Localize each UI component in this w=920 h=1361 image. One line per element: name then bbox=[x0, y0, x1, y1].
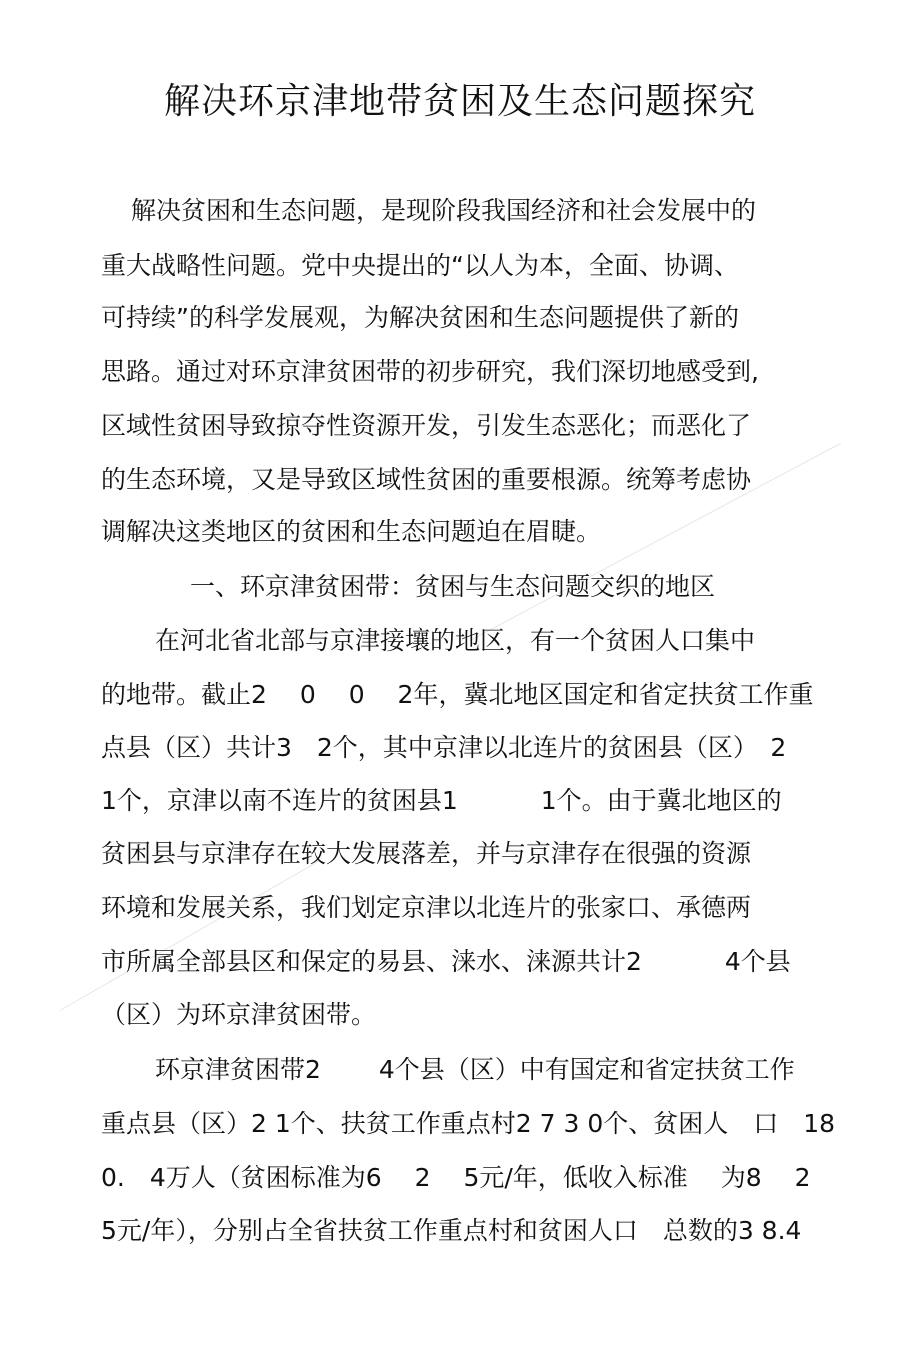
paragraph2-line: 的地带。截止2 0 0 2年，冀北地区国定和省定扶贫工作重 bbox=[101, 680, 814, 709]
paragraph3-line: 5元/年），分别占全省扶贫工作重点村和贫困人口 总数的3 8.4 bbox=[101, 1216, 802, 1245]
paragraph3-line: 重点县（区）2 1个、扶贫工作重点村2 7 3 0个、贫困人 口 18 bbox=[101, 1109, 836, 1138]
paragraph2-line: （区）为环京津贫困带。 bbox=[101, 1000, 377, 1029]
paragraph1-line: 的生态环境，又是导致区域性贫困的重要根源。统筹考虑协 bbox=[101, 465, 752, 494]
paragraph1-line: 调解决这类地区的贫困和生态问题迫在眉睫。 bbox=[101, 517, 602, 546]
paragraph2-line: 环境和发展关系，我们划定京津以北连片的张家口、承德两 bbox=[101, 893, 752, 922]
paragraph3-line: 0. 4万人（贫困标准为6 2 5元/年，低收入标准 为8 2 bbox=[101, 1163, 811, 1192]
paragraph2-line: 市所属全部县区和保定的易县、涞水、涞源共计2 4个县 bbox=[101, 947, 791, 976]
paragraph2-line: 在河北省北部与京津接壤的地区，有一个贫困人口集中 bbox=[155, 626, 756, 655]
paragraph1-line: 可持续”的科学发展观，为解决贫困和生态问题提供了新的 bbox=[101, 303, 739, 332]
paragraph2-line: 点县（区）共计3 2个，其中京津以北连片的贫困县（区） 2 bbox=[101, 733, 787, 762]
watermark-stroke bbox=[60, 860, 320, 1011]
paragraph1-line: 区域性贫困导致掠夺性资源开发，引发生态恶化；而恶化了 bbox=[101, 411, 752, 440]
paragraph1-line: 重大战略性问题。党中央提出的“以人为本，全面、协调、 bbox=[101, 251, 739, 280]
paragraph1-line: 解决贫困和生态问题，是现阶段我国经济和社会发展中的 bbox=[131, 196, 757, 225]
section-heading: 一、环京津贫困带：贫困与生态问题交织的地区 bbox=[190, 572, 716, 601]
paragraph2-line: 1个，京津以南不连片的贫困县1 1个。由于冀北地区的 bbox=[101, 786, 782, 815]
paragraph3-line: 环京津贫困带2 4个县（区）中有国定和省定扶贫工作 bbox=[155, 1055, 795, 1084]
document-title: 解决环京津地带贫困及生态问题探究 bbox=[163, 81, 756, 122]
paragraph2-line: 贫困县与京津存在较大发展落差，并与京津存在很强的资源 bbox=[101, 839, 752, 868]
paragraph1-line: 思路。通过对环京津贫困带的初步研究，我们深切地感受到, bbox=[101, 357, 759, 386]
